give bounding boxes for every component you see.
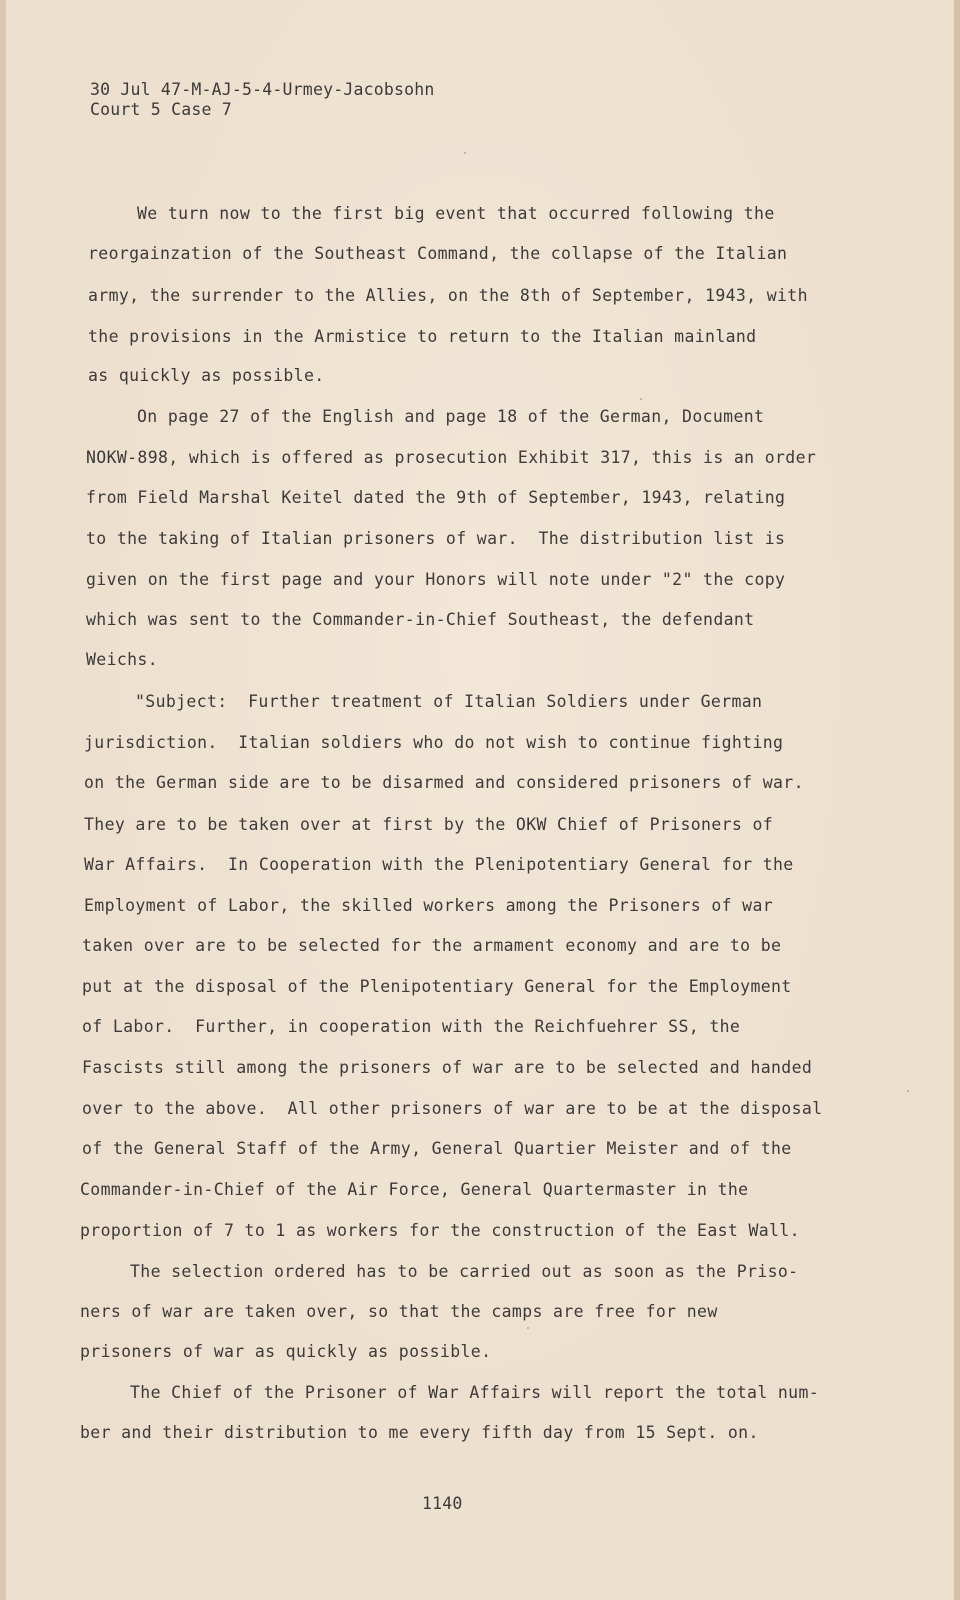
text-line: The selection ordered has to be carried out as soon as the Priso- [130, 1262, 799, 1281]
text-line: NOKW-898, which is offered as prosecution Exhibit 317, this is an order [86, 448, 817, 467]
text-line: proportion of 7 to 1 as workers for the construction of the East Wall. [80, 1221, 800, 1240]
paper-speck [907, 1090, 909, 1092]
text-line: Fascists still among the prisoners of war are to be selected and handed [82, 1058, 813, 1077]
text-line: to the taking of Italian prisoners of war. The distribution list is [86, 529, 786, 548]
text-line: of Labor. Further, in cooperation with the Reichfuehrer SS, the [82, 1017, 741, 1036]
page-number: 1140 [422, 1494, 463, 1513]
text-line: army, the surrender to the Allies, on the 8th of September, 1943, with [88, 286, 808, 305]
paper-speck [640, 398, 642, 400]
text-line: given on the first page and your Honors will note under "2" the copy [86, 570, 786, 589]
text-line: from Field Marshal Keitel dated the 9th of September, 1943, relating [86, 488, 786, 507]
text-line: jurisdiction. Italian soldiers who do not wish to continue fighting [84, 733, 784, 752]
text-line: which was sent to the Commander-in-Chief Southeast, the defendant [86, 610, 755, 629]
text-line: on the German side are to be disarmed and considered prisoners of war. [84, 773, 804, 792]
text-line: reorgainzation of the Southeast Command, the collapse of the Italian [88, 244, 788, 263]
text-line: as quickly as possible. [88, 366, 325, 385]
text-line: On page 27 of the English and page 18 of the German, Document [137, 407, 765, 426]
paper-speck [527, 1327, 529, 1329]
text-line: Commander-in-Chief of the Air Force, General Quartermaster in the [80, 1180, 749, 1199]
document-header [90, 80, 435, 120]
text-line: ners of war are taken over, so that the camps are free for new [80, 1302, 718, 1321]
text-line: "Subject: Further treatment of Italian Soldiers under German [135, 692, 763, 711]
text-line: over to the above. All other prisoners of war are to be at the disposal [82, 1099, 823, 1118]
text-line: ber and their distribution to me every fifth day from 15 Sept. on. [80, 1423, 759, 1442]
text-line: taken over are to be selected for the armament economy and are to be [82, 936, 782, 955]
text-line: War Affairs. In Cooperation with the Plenipotentiary General for the [84, 855, 794, 874]
text-line: prisoners of war as quickly as possible. [80, 1342, 492, 1361]
text-line: of the General Staff of the Army, General Quartier Meister and of the [82, 1139, 792, 1158]
text-line: Employment of Labor, the skilled workers among the Prisoners of war [84, 896, 774, 915]
text-line: Weichs. [86, 650, 158, 669]
text-line: The Chief of the Prisoner of War Affairs will report the total num- [130, 1383, 820, 1402]
text-line: We turn now to the first big event that occurred following the [137, 204, 775, 223]
text-line: put at the disposal of the Plenipotentiary General for the Employment [82, 977, 792, 996]
header-court-case-line: Court 5 Case 7 [90, 100, 232, 119]
paper-speck [464, 152, 466, 154]
text-line: They are to be taken over at first by the OKW Chief of Prisoners of [84, 815, 774, 834]
text-line: the provisions in the Armistice to return to the Italian mainland [88, 327, 757, 346]
header-reference-line: 30 Jul 47-M-AJ-5-4-Urmey-Jacobsohn [90, 80, 435, 99]
